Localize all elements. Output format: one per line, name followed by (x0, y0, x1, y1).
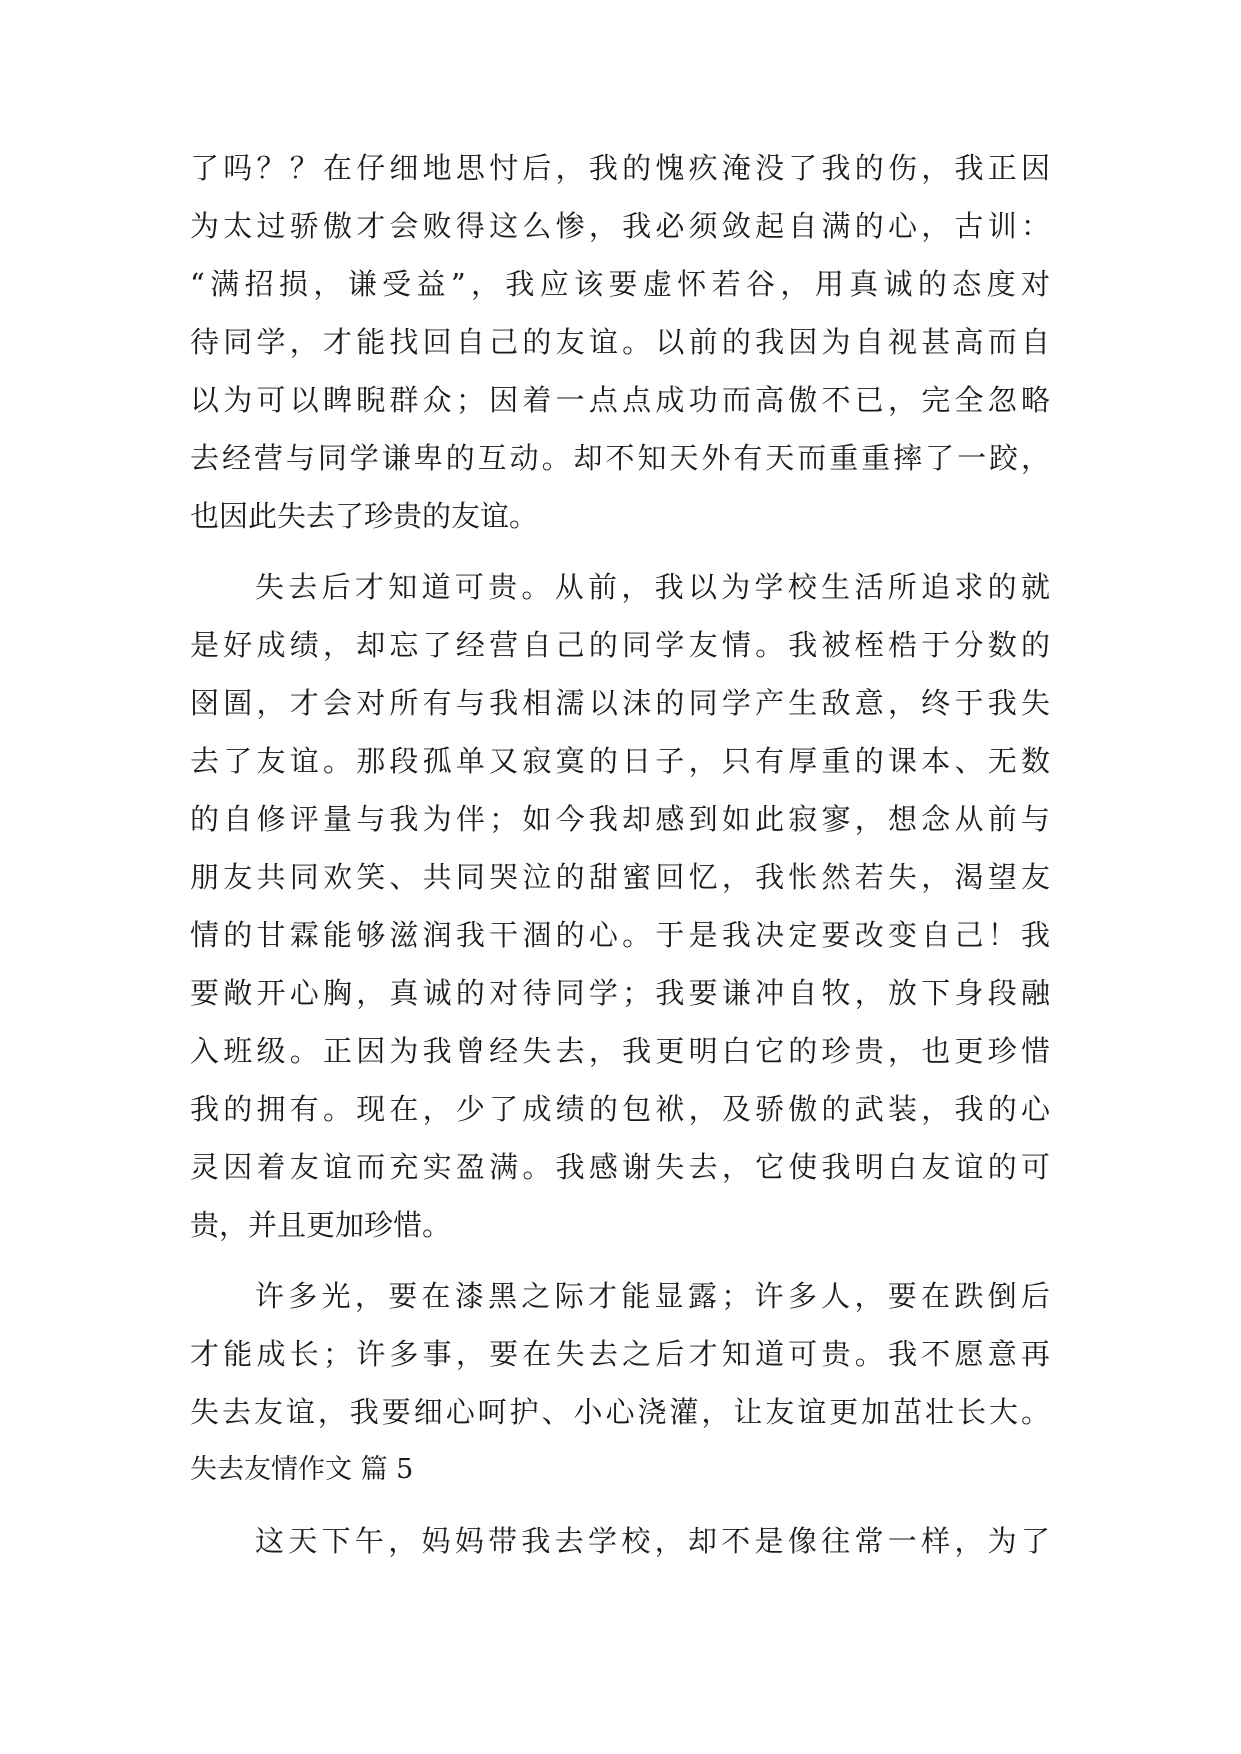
paragraph-3-line-2: 才能成长；许多事，要在失去之后才知道可贵。我不愿意再 (190, 1337, 1050, 1371)
paragraph-2-line-12: 贵，并且更加珍惜。 (190, 1208, 452, 1242)
paragraph-1-line-3: “满招损，谦受益”，我应该要虚怀若谷，用真诚的态度对 (190, 267, 1050, 301)
paragraph-1-line-7: 也因此失去了珍贵的友谊。 (190, 499, 539, 533)
paragraph-2-line-7: 情的甘霖能够滋润我干涸的心。于是我决定要改变自己！我 (190, 918, 1050, 952)
paragraph-2-line-9: 入班级。正因为我曾经失去，我更明白它的珍贵，也更珍惜 (190, 1034, 1050, 1068)
paragraph-3-line-3: 失去友谊，我要细心呵护、小心浇灌，让友谊更加茁壮长大。 (190, 1395, 1050, 1429)
paragraph-1-line-6: 去经营与同学谦卑的互动。却不知天外有天而重重摔了一跤， (190, 441, 1050, 475)
paragraph-2-line-1: 失去后才知道可贵。从前，我以为学校生活所追求的就 (255, 570, 1050, 604)
paragraph-2-line-3: 囹圄，才会对所有与我相濡以沫的同学产生敌意，终于我失 (190, 686, 1050, 720)
paragraph-2-line-10: 我的拥有。现在，少了成绩的包袱，及骄傲的武装，我的心 (190, 1092, 1050, 1126)
paragraph-1-line-1: 了吗？？在仔细地思忖后，我的愧疚淹没了我的伤，我正因 (190, 151, 1050, 185)
paragraph-2-line-4: 去了友谊。那段孤单又寂寞的日子，只有厚重的课本、无数 (190, 744, 1050, 778)
paragraph-2-line-6: 朋友共同欢笑、共同哭泣的甜蜜回忆，我怅然若失，渴望友 (190, 860, 1050, 894)
paragraph-2-line-11: 灵因着友谊而充实盈满。我感谢失去，它使我明白友谊的可 (190, 1150, 1050, 1184)
paragraph-1-line-4: 待同学，才能找回自己的友谊。以前的我因为自视甚高而自 (190, 325, 1050, 359)
paragraph-2-line-2: 是好成绩，却忘了经营自己的同学友情。我被桎梏于分数的 (190, 628, 1050, 662)
paragraph-2-line-8: 要敞开心胸，真诚的对待同学；我要谦冲自牧，放下身段融 (190, 976, 1050, 1010)
paragraph-1-line-5: 以为可以睥睨群众；因着一点点成功而高傲不已，完全忽略 (190, 383, 1050, 417)
section-heading: 失去友情作文 篇 5 (190, 1454, 414, 1485)
paragraph-4-line-1: 这天下午，妈妈带我去学校，却不是像往常一样，为了 (255, 1524, 1050, 1558)
paragraph-1-line-2: 为太过骄傲才会败得这么惨，我必须敛起自满的心，古训： (190, 209, 1050, 243)
paragraph-2-line-5: 的自修评量与我为伴；如今我却感到如此寂寥，想念从前与 (190, 802, 1050, 836)
paragraph-3-line-1: 许多光，要在漆黑之际才能显露；许多人，要在跌倒后 (255, 1279, 1050, 1313)
